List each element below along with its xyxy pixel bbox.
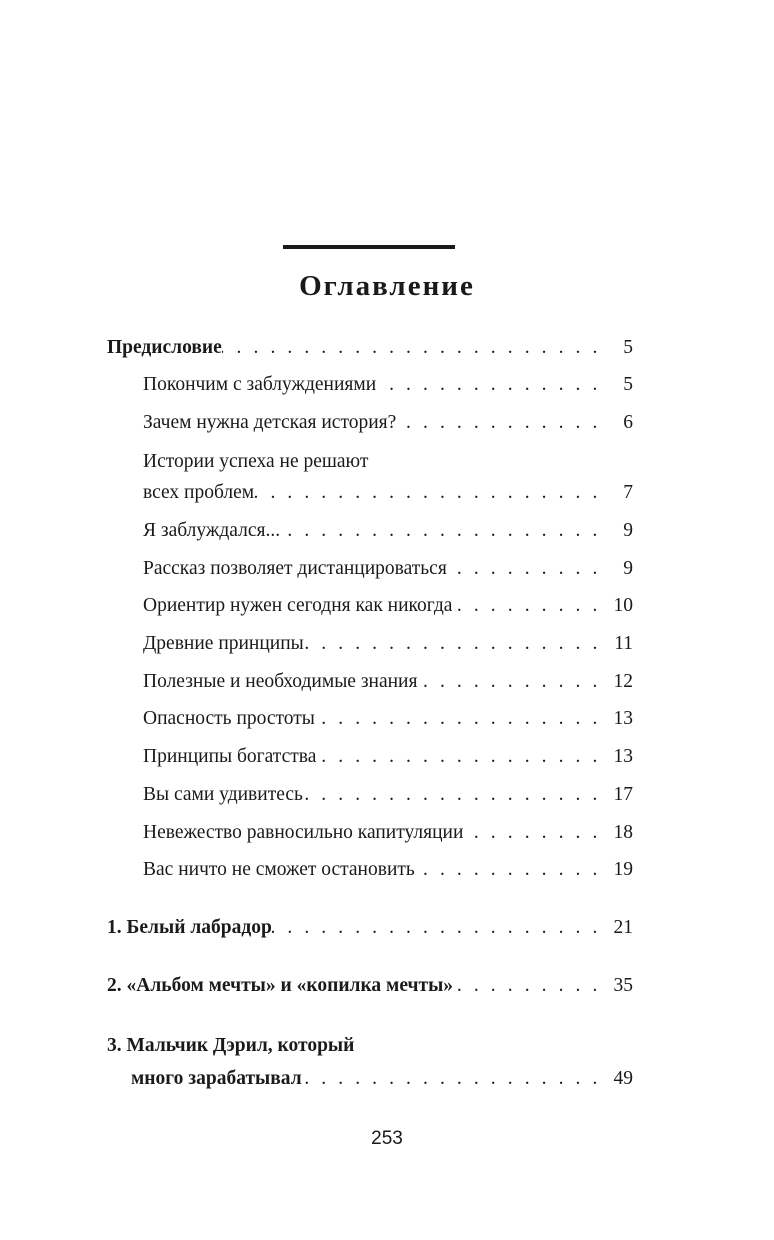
toc-entry-page: 6: [623, 412, 633, 433]
dot-leader: [303, 780, 607, 810]
toc-entry[interactable]: [143, 516, 633, 546]
toc-entry-page: 17: [613, 784, 633, 805]
toc-entry-page: 9: [623, 520, 633, 541]
toc-entry-preface[interactable]: [107, 333, 633, 363]
dot-leader: [463, 818, 607, 848]
toc-entry[interactable]: [143, 370, 633, 400]
toc-entry-page: 5: [623, 337, 633, 358]
dot-leader: [304, 629, 607, 659]
toc-entry-title: Покончим с заблуждениями: [143, 374, 377, 395]
toc-entry-page: 13: [613, 746, 633, 767]
dot-leader: [417, 667, 607, 697]
toc-entry[interactable]: [143, 742, 633, 772]
toc-entry-page: 21: [613, 917, 633, 938]
toc-entry[interactable]: [143, 478, 633, 508]
dot-leader: [447, 554, 607, 584]
toc-entry[interactable]: [143, 667, 633, 697]
dot-leader: [453, 971, 607, 1001]
toc-entry-title: Вы сами удивитесь: [143, 784, 303, 805]
toc-entry-chapter-3[interactable]: [131, 1064, 633, 1094]
toc-entry-title: много зарабатывал: [131, 1068, 302, 1089]
toc-entry-page: 5: [623, 374, 633, 395]
toc-entry-chapter-1[interactable]: [107, 913, 633, 943]
page-title: Оглавление: [299, 270, 475, 302]
toc-entry-page: 11: [614, 633, 633, 654]
toc-entry-page: 12: [613, 671, 633, 692]
toc-entry-title: Ориентир нужен сегодня как никогда: [143, 595, 453, 616]
toc-entry-title: Рассказ позволяет дистанцироваться: [143, 558, 447, 579]
dot-leader: [316, 742, 607, 772]
toc-entry-page: 49: [613, 1068, 633, 1089]
toc-entry-title: Предисловие: [107, 337, 222, 358]
toc-entry-page: 18: [613, 822, 633, 843]
toc-entry-title: Принципы богатства: [143, 746, 317, 767]
toc-entry-title: Вас ничто не сможет остановить: [143, 859, 415, 880]
toc-entry-title-line1[interactable]: Истории успеха не решают: [143, 451, 369, 472]
toc-entry-title: 1. Белый лабрадор: [107, 917, 272, 938]
toc-entry-title: всех проблем: [143, 482, 255, 503]
toc-entry-page: 9: [623, 558, 633, 579]
dot-leader: [254, 478, 607, 508]
dot-leader: [376, 370, 607, 400]
toc-entry[interactable]: [143, 704, 633, 734]
toc-entry-title: Невежество равносильно капитуляции: [143, 822, 464, 843]
toc-entry-title: Полезные и необходимые знания: [143, 671, 418, 692]
dot-leader: [452, 591, 607, 621]
toc-entry-title: Зачем нужна детская история?: [143, 412, 397, 433]
dot-leader: [415, 855, 607, 885]
toc-entry-chapter-2[interactable]: [107, 971, 633, 1001]
toc-entry[interactable]: [143, 629, 633, 659]
toc-entry[interactable]: [143, 591, 633, 621]
toc-entry[interactable]: [143, 554, 633, 584]
toc-entry[interactable]: [143, 408, 633, 438]
toc-entry-chapter-3-line1[interactable]: 3. Мальчик Дэрил, который: [107, 1035, 355, 1056]
toc-entry[interactable]: [143, 855, 633, 885]
toc-entry-title: Опасность простоты: [143, 708, 315, 729]
dot-leader: [280, 516, 607, 546]
dot-leader: [272, 913, 607, 943]
dot-leader: [222, 333, 607, 363]
toc-entry[interactable]: [143, 818, 633, 848]
page-number: 253: [371, 1128, 403, 1149]
toc-entry-page: 10: [613, 595, 633, 616]
dot-leader: [315, 704, 607, 734]
toc-entry-page: 7: [623, 482, 633, 503]
toc-entry-title: Древние принципы: [143, 633, 304, 654]
dot-leader: [302, 1064, 607, 1094]
toc-entry-title: 2. «Альбом мечты» и «копилка мечты»: [107, 975, 454, 996]
toc-entry-page: 13: [613, 708, 633, 729]
toc-entry-page: 35: [613, 975, 633, 996]
toc-entry-title: Я заблуждался...: [143, 520, 281, 541]
dot-leader: [396, 408, 607, 438]
toc-entry[interactable]: [143, 780, 633, 810]
toc-entry-page: 19: [613, 859, 633, 880]
